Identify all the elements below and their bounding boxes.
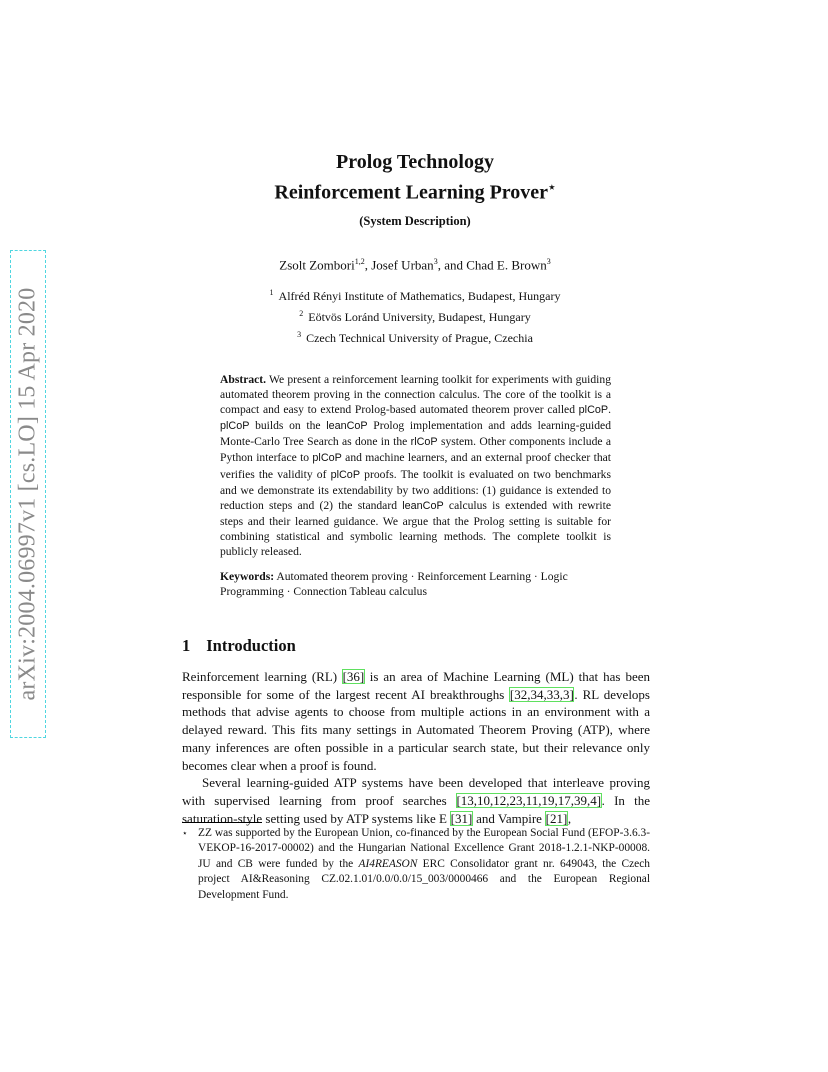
abstract-text: calculus is extended with rewrite steps and their learned guidance. We argue that the Prolog setting is suitable for combining statistical and symbolic learning methods. The complete toolkit is publicly released. (220, 498, 611, 559)
author-separator: , (364, 256, 372, 272)
affiliation (180, 305, 650, 326)
affiliation (180, 326, 650, 347)
system-name: plCoP (220, 420, 250, 433)
author-list (180, 257, 650, 273)
citation-link[interactable]: [31] (450, 810, 473, 826)
system-name: rlCoP (410, 436, 438, 449)
citation-link[interactable]: [21] (545, 810, 568, 826)
footnote (182, 826, 650, 903)
title-block (180, 150, 650, 347)
citation-link[interactable]: [32,34,33,3] (509, 686, 574, 702)
keywords-label: Keywords: (220, 570, 275, 584)
citation-link[interactable]: [13,10,12,23,11,19,17,39,4] (456, 792, 602, 808)
section-title: Introduction (206, 636, 296, 655)
abstract-body (220, 372, 611, 559)
affiliation-text: Eötvös Loránd University, Budapest, Hungary (308, 309, 531, 324)
abstract-label: Abstract. (220, 373, 267, 386)
affiliation-text: Czech Technical University of Prague, Czechia (306, 330, 533, 345)
paragraph-text: , (567, 810, 572, 826)
abstract-text: We present a reinforcement learning toolkit for experiments with guiding automated theorem proving in the connection calculus. The core of the toolkit is a compact and easy to extend Prolog-based automated theorem prover called (220, 373, 611, 417)
keywords (220, 569, 611, 599)
introduction-body (182, 668, 650, 827)
system-name: plCoP (330, 468, 361, 481)
author-separator: , and (437, 256, 467, 272)
abstract-text: . (608, 403, 611, 417)
footnote-rule (182, 822, 262, 823)
section-heading (182, 636, 296, 656)
affiliation-text: Alfréd Rényi Institute of Mathematics, Budapest, Hungary (278, 288, 561, 303)
abstract-text: and machine learners, and an external proof checker that verifies the validity of (220, 451, 611, 481)
paragraph-text: . In the saturation-style setting used by ATP systems like E (182, 792, 650, 826)
system-name: leanCoP (326, 420, 368, 433)
paragraph (182, 668, 650, 774)
paragraph-text: . RL develops methods that advise agents to choose from multiple actions in an environment with a delayed reward. This fits many settings in Automated Theorem Proving (ATP), where many inferences are often possible in a particular search state, but their relevance only becomes clear when a proof is found. (182, 686, 650, 773)
paragraph-text: Several learning-guided ATP systems have been developed that interleave proving with supervised learning from proof searches (182, 775, 650, 808)
title-footnote-mark[interactable]: ⋆ (548, 180, 556, 194)
affiliation-number: 3 (297, 329, 302, 339)
abstract-text: proofs. The toolkit is evaluated on two benchmarks and we demonstrate its extendability by two additions: (1) guidance is extended to reduction steps and (2) the standard (220, 467, 611, 512)
abstract-text: Prolog implementation and adds learning-guided Monte-Carlo Tree Search as done in the (220, 419, 611, 449)
affiliation-number: 1 (269, 287, 274, 297)
author-name: Zsolt Zombori (279, 256, 355, 272)
arxiv-stamp[interactable] (10, 250, 46, 738)
footnote-text: ERC Consolidator grant nr. 649043, the Czech project AI&Reasoning CZ.02.1.01/0.0/0.0/15_003/0000466 and the European Regional Development Fund. (198, 857, 650, 901)
abstract-text: builds on the (249, 419, 327, 433)
paragraph (182, 774, 650, 827)
system-name: plCoP (578, 404, 609, 417)
affiliation-number: 2 (299, 308, 304, 318)
keywords-text: Automated theorem proving · Reinforcement Learning · Logic Programming · Connection Tableau calculus (220, 570, 568, 599)
affiliation (180, 284, 650, 305)
title-line-1: Prolog Technology (336, 151, 494, 173)
author-affil-mark: 3 (546, 256, 551, 266)
section-number: 1 (182, 636, 191, 655)
title-line-2: Reinforcement Learning Prover (274, 181, 549, 204)
abstract-text: system. Other components include a Python interface to (220, 435, 611, 465)
citation-link[interactable]: [36] (342, 669, 365, 684)
paper-subtitle: (System Description) (359, 213, 471, 228)
footnote-text: ZZ was supported by the European Union, co-financed by the European Social Fund (EFOP-3.6.3-VEKOP-16-2017-00002) and the Hungarian National Excellence Grant 2018-1.2.1-NKP-00008. JU and CB were funded by the (198, 827, 650, 870)
author-name: Chad E. Brown (466, 256, 547, 272)
author-name: Josef Urban (371, 256, 434, 272)
abstract (220, 372, 611, 599)
affiliation-list (180, 284, 650, 347)
paper-title (180, 150, 650, 206)
author-affil-mark: 1,2 (354, 256, 365, 266)
system-name: plCoP (312, 452, 342, 465)
author-affil-mark: 3 (433, 256, 438, 266)
paragraph-text: Reinforcement learning (RL) (182, 669, 343, 684)
grant-name: AI4REASON (358, 857, 418, 870)
arxiv-id: arXiv:2004.06997v1 [cs.LO] 15 Apr 2020 (14, 287, 41, 701)
footnote-mark: ⋆ (182, 828, 188, 838)
paragraph-text: is an area of Machine Learning (ML) that has been responsible for some of the largest recent AI breakthroughs (182, 669, 651, 702)
system-name: leanCoP (402, 499, 444, 512)
paragraph-text: and Vampire (472, 810, 546, 826)
